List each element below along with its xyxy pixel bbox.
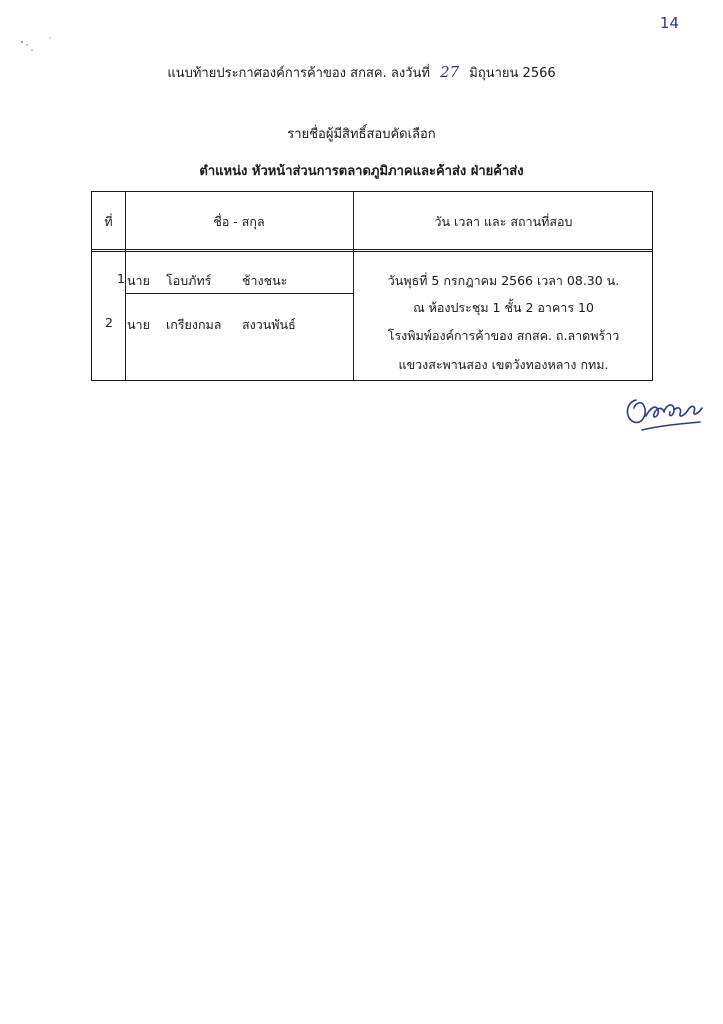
row-1-last-name: ช้างชนะ <box>242 273 288 288</box>
annex-heading <box>0 62 723 83</box>
schedule-line-4: แขวงสะพานสอง เขตวังทองหลาง กทม. <box>398 357 609 372</box>
row-2-title: นาย <box>127 317 150 332</box>
annex-suffix: มิถุนายน 2566 <box>469 66 556 81</box>
row-1-no: 1 <box>117 271 125 286</box>
handwritten-signature <box>622 386 706 442</box>
page-number: 14 <box>659 14 679 32</box>
header-divider <box>92 249 652 252</box>
row-1-first-name: โอบภัทร์ <box>166 273 212 288</box>
scan-specks <box>20 36 60 60</box>
annex-prefix: แนบท้ายประกาศองค์การค้าของ สกสค. ลงวันที่ <box>167 66 430 81</box>
schedule-line-1: วันพุธที่ 5 กรกฎาคม 2566 เวลา 08.30 น. <box>387 273 620 288</box>
schedule-line-2: ณ ห้องประชุม 1 ชั้น 2 อาคาร 10 <box>413 300 594 315</box>
handwritten-day: 27 <box>440 63 460 81</box>
row-divider <box>125 293 353 294</box>
candidate-table <box>91 191 653 381</box>
row-2-last-name: สงวนพันธ์ <box>242 317 296 332</box>
header-name: ชื่อ - สกุล <box>213 214 265 229</box>
header-schedule: วัน เวลา และ สถานที่สอบ <box>434 214 573 229</box>
list-title: รายชื่อผู้มีสิทธิ์สอบคัดเลือก <box>287 127 436 142</box>
schedule-line-3: โรงพิมพ์องค์การค้าของ สกสค. ถ.ลาดพร้าว <box>387 328 620 343</box>
row-2-no: 2 <box>105 315 113 330</box>
row-1-title: นาย <box>127 273 150 288</box>
row-2-first-name: เกรียงกมล <box>166 317 222 332</box>
header-no: ที่ <box>104 214 113 229</box>
position-title: ตำแหน่ง หัวหน้าส่วนการตลาดภูมิภาคและค้าส่ง ฝ่ายค้าส่ง <box>199 164 524 179</box>
